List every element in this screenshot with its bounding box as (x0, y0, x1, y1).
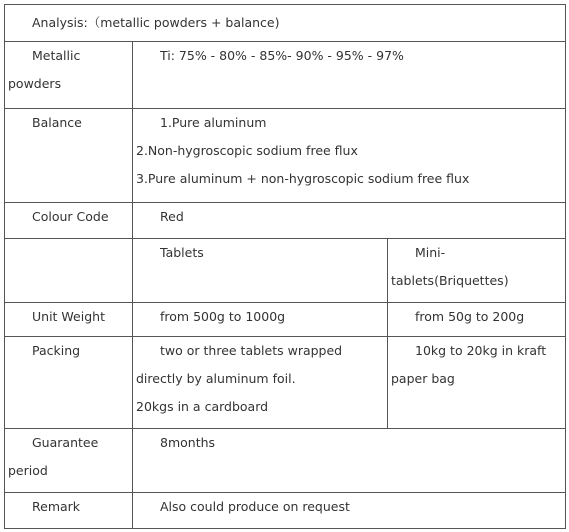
unit-weight-mini: from 50g to 200g (415, 309, 525, 324)
balance-label-cell (5, 109, 133, 203)
guarantee-value-cell (133, 429, 566, 493)
packing-label-cell (5, 337, 133, 429)
colour-code-label: Colour Code (32, 209, 109, 224)
unit-weight-label-cell (5, 303, 133, 337)
remark-value: Also could produce on request (160, 499, 350, 514)
packing-label: Packing (32, 343, 81, 358)
balance-item-1: 1.Pure aluminum (160, 115, 267, 130)
unit-weight-tablets: from 500g to 1000g (160, 309, 286, 324)
analysis-text: Analysis:（metallic powders + balance) (32, 15, 280, 30)
row-unit-weight (5, 303, 566, 337)
metallic-value-cell (133, 42, 566, 109)
row-balance (5, 109, 566, 203)
row-guarantee (5, 429, 566, 493)
forms-empty-cell (5, 239, 133, 303)
colour-code-label-cell (5, 203, 133, 239)
guarantee-label-line2: period (8, 463, 48, 478)
analysis-cell (5, 5, 566, 42)
guarantee-label-line1: Guarantee (32, 435, 99, 450)
unit-weight-tablets-cell (133, 303, 388, 337)
packing-mini-line2: paper bag (391, 371, 455, 386)
packing-mini-line1: 10kg to 20kg in kraft (415, 343, 547, 358)
balance-item-3: 3.Pure aluminum + non-hygroscopic sodium free flux (136, 171, 470, 186)
guarantee-label-cell (5, 429, 133, 493)
metallic-label-line2: powders (8, 76, 62, 91)
metallic-label-line1: Metallic (32, 48, 81, 63)
packing-mini-cell (388, 337, 566, 429)
row-packing (5, 337, 566, 429)
balance-item-2: 2.Non-hygroscopic sodium free flux (136, 143, 358, 158)
balance-value-cell (133, 109, 566, 203)
guarantee-value: 8months (160, 435, 216, 450)
packing-tablets-line1: two or three tablets wrapped (160, 343, 343, 358)
row-remark (5, 493, 566, 529)
tablets-header: Tablets (160, 245, 204, 260)
remark-label-cell (5, 493, 133, 529)
unit-weight-mini-cell (388, 303, 566, 337)
row-forms (5, 239, 566, 303)
metallic-label-cell (5, 42, 133, 109)
colour-code-value: Red (160, 209, 184, 224)
remark-label: Remark (32, 499, 81, 514)
row-analysis (5, 5, 566, 42)
packing-tablets-line3: 20kgs in a cardboard (136, 399, 269, 414)
balance-label: Balance (32, 115, 82, 130)
metallic-value: Ti: 75% - 80% - 85%- 90% - 95% - 97% (160, 48, 404, 63)
mini-header-line2: tablets(Briquettes) (391, 273, 509, 288)
tablets-header-cell (133, 239, 388, 303)
spec-table (4, 4, 566, 529)
colour-code-value-cell (133, 203, 566, 239)
row-metallic-powders (5, 42, 566, 109)
row-colour-code (5, 203, 566, 239)
unit-weight-label: Unit Weight (32, 309, 105, 324)
mini-header-line1: Mini- (415, 245, 446, 260)
packing-tablets-cell (133, 337, 388, 429)
mini-header-cell (388, 239, 566, 303)
packing-tablets-line2: directly by aluminum foil. (136, 371, 296, 386)
remark-value-cell (133, 493, 566, 529)
